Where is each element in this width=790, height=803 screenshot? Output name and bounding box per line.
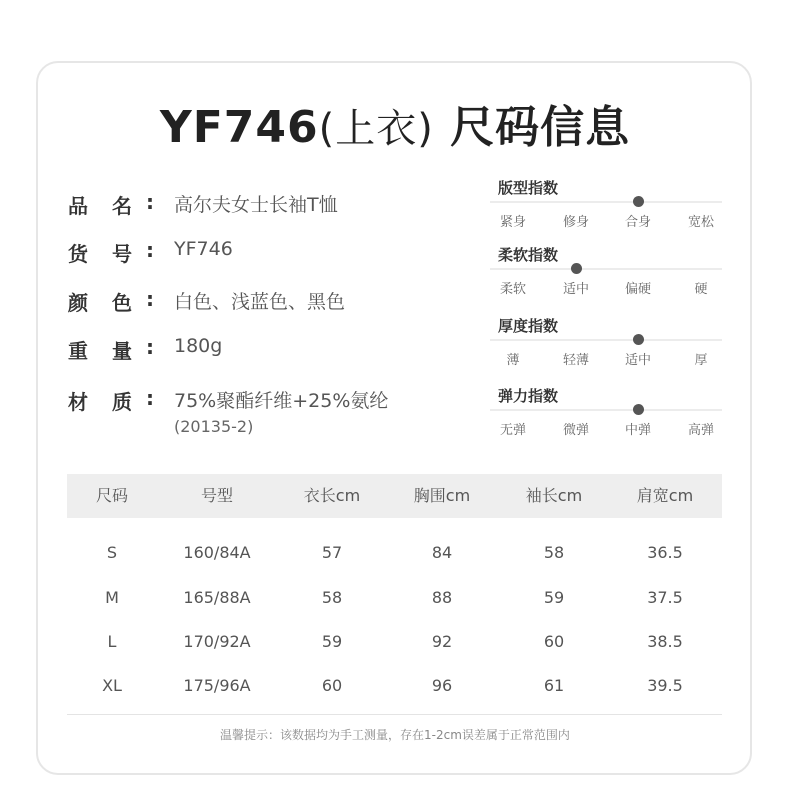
index-option: 适中	[562, 282, 590, 297]
index-track	[490, 268, 722, 270]
table-header	[67, 474, 722, 518]
material-value: 75%聚酯纤维+25%氨纶	[174, 390, 389, 412]
divider	[67, 714, 722, 715]
table-cell: 84	[431, 543, 453, 562]
index-title: 版型指数	[498, 179, 559, 197]
table-cell: 60	[321, 676, 343, 695]
table-cell: L	[107, 632, 117, 651]
table-cell: XL	[102, 676, 122, 695]
index-track	[490, 201, 722, 203]
table-cell: 39.5	[647, 676, 683, 695]
index-option: 中弹	[624, 423, 652, 438]
index-marker	[571, 263, 582, 274]
index-track	[490, 339, 722, 341]
table-cell: 37.5	[647, 588, 683, 607]
index-option: 紧身	[499, 215, 527, 230]
index-option: 厚	[694, 353, 708, 368]
table-cell: M	[105, 588, 119, 607]
index-option: 薄	[506, 353, 520, 368]
index-option: 高弹	[687, 423, 715, 438]
color-value: 白色、浅蓝色、黑色	[174, 291, 346, 313]
size-info-card	[36, 61, 752, 775]
table-cell: 170/92A	[183, 632, 251, 651]
table-cell: 36.5	[647, 543, 683, 562]
index-option: 微弹	[562, 423, 590, 438]
index-title: 柔软指数	[498, 246, 559, 264]
material-code: (20135-2)	[174, 417, 254, 436]
weight-value: 180g	[174, 335, 223, 357]
table-cell: 58	[321, 588, 343, 607]
index-option: 柔软	[499, 282, 527, 297]
index-option: 修身	[562, 215, 590, 230]
table-cell: 58	[543, 543, 565, 562]
header-shoulder: 肩宽cm	[636, 486, 694, 505]
index-track	[490, 409, 722, 411]
header-model: 号型	[200, 486, 234, 505]
table-cell: S	[106, 543, 118, 562]
table-cell: 88	[431, 588, 453, 607]
measurement-note: 温馨提示：该数据均为手工测量，存在1-2cm误差属于正常范围内	[220, 728, 570, 742]
index-option: 硬	[694, 282, 708, 297]
header-chest: 胸围cm	[413, 486, 471, 505]
index-option: 偏硬	[624, 282, 652, 297]
index-title: 厚度指数	[498, 317, 559, 335]
index-option: 无弹	[499, 423, 527, 438]
table-cell: 57	[321, 543, 343, 562]
index-marker	[633, 334, 644, 345]
index-marker	[633, 196, 644, 207]
header-sleeve: 袖长cm	[525, 486, 583, 505]
table-cell: 60	[543, 632, 565, 651]
title-code: YF746	[159, 102, 319, 153]
index-option: 适中	[624, 353, 652, 368]
table-cell: 59	[321, 632, 343, 651]
table-cell: 61	[543, 676, 565, 695]
index-title: 弹力指数	[498, 387, 559, 405]
index-marker	[633, 404, 644, 415]
header-length: 衣长cm	[303, 486, 361, 505]
header-size: 尺码	[95, 486, 129, 505]
index-option: 轻薄	[562, 353, 590, 368]
table-cell: 38.5	[647, 632, 683, 651]
title-suffix: 尺码信息	[433, 102, 631, 153]
table-cell: 160/84A	[183, 543, 251, 562]
page-title	[0, 91, 790, 155]
index-option: 合身	[624, 215, 652, 230]
table-cell: 175/96A	[183, 676, 251, 695]
table-cell: 165/88A	[183, 588, 251, 607]
item-no-value: YF746	[174, 238, 233, 260]
name-value: 高尔夫女士长袖T恤	[174, 194, 338, 216]
table-cell: 92	[431, 632, 453, 651]
table-cell: 96	[431, 676, 453, 695]
index-option: 宽松	[687, 215, 715, 230]
table-cell: 59	[543, 588, 565, 607]
title-paren: (上衣)	[318, 106, 434, 152]
